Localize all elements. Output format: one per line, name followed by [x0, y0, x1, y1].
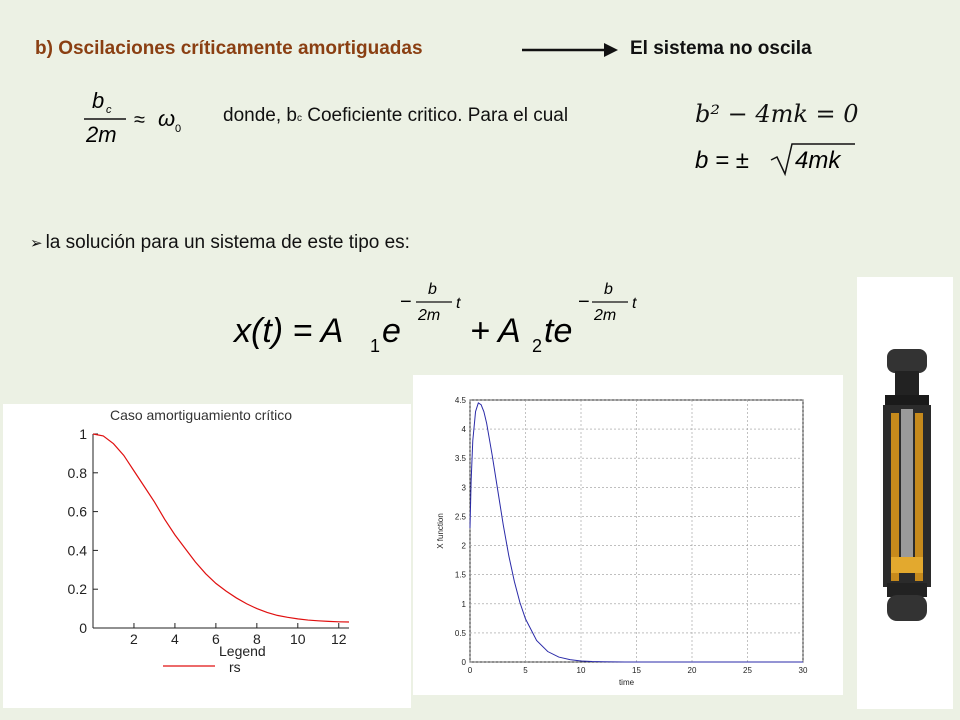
chart2-y-tick-label: 0.5: [454, 628, 466, 638]
orange-chamber-right: [915, 413, 923, 581]
chart2-x-tick-label: 10: [576, 666, 586, 675]
chart2-x-tick-label: 20: [687, 666, 697, 675]
solution-plus: + A: [470, 312, 521, 350]
slide-heading: b) Oscilaciones críticamente amortiguadas: [35, 38, 423, 59]
piston-rod: [901, 409, 913, 569]
discriminant-equation: b² − 4mk = 0: [695, 100, 859, 128]
exp2-t: t: [632, 295, 637, 312]
right-arrow-icon: [520, 40, 620, 60]
chart2-y-tick-label: 1: [461, 599, 466, 609]
omega-sub: 0: [175, 123, 182, 135]
chart2-y-tick-label: 3.5: [454, 454, 466, 464]
chart1-series-line: [93, 434, 349, 622]
bullet-text: la solución para un sistema de este tipo es:: [45, 232, 410, 253]
valve: [891, 557, 923, 573]
solution-e1: e: [382, 312, 401, 350]
chart2-x-tick-label: 5: [523, 666, 528, 675]
arrow-bullet-icon: ➢: [30, 235, 43, 252]
critical-damping-chart: [3, 404, 411, 708]
shock-absorber-image: [857, 277, 953, 709]
exp2-minus: −: [578, 291, 590, 313]
chart2-x-label: time: [618, 678, 635, 687]
chart1-title: Caso amortiguamiento crítico: [109, 407, 293, 423]
approx-sign: ≈: [134, 109, 145, 131]
top-mount: [887, 349, 927, 373]
chart1-x-tick-label: 4: [171, 631, 179, 647]
solution-te: te: [544, 312, 573, 350]
chart2-y-tick-label: 2.5: [454, 512, 466, 522]
description-prefix: donde, b: [223, 105, 297, 126]
x-function-chart: [413, 375, 843, 695]
chart1-y-tick-label: 0: [79, 620, 87, 636]
exp2-den: 2m: [594, 307, 617, 324]
chart2-y-tick-label: 0: [461, 658, 466, 667]
chart2-x-tick-label: 15: [632, 666, 641, 675]
x-function-chart-svg: [413, 375, 843, 695]
chart2-y-tick-label: 1.5: [454, 570, 466, 580]
cond-numerator-sub: c: [106, 104, 112, 116]
critical-condition-formula: [80, 86, 195, 146]
chart2-x-tick-label: 25: [743, 666, 752, 675]
chart1-y-tick-label: 0.6: [67, 503, 87, 520]
chart1-x-tick-label: 12: [330, 631, 347, 647]
chart2-y-tick-label: 2: [461, 541, 466, 551]
chart1-y-tick-label: 0.2: [67, 581, 87, 598]
exp1-num: b: [428, 281, 437, 298]
chart2-y-tick-label: 4: [461, 425, 466, 435]
chart2-y-tick-label: 4.5: [454, 396, 466, 405]
chart1-legend-label: rs: [229, 659, 241, 675]
critical-coefficient-description: [223, 105, 568, 127]
solution-formula: [230, 272, 650, 362]
exp2-num: b: [604, 281, 613, 298]
chart2-plot-frame: [470, 400, 803, 662]
description-sub: c: [296, 113, 302, 124]
orange-chamber-left: [891, 413, 899, 581]
description-rest: Coeficiente critico. Para el cual: [301, 105, 569, 126]
chart1-x-tick-label: 2: [130, 631, 138, 647]
omega-symbol: ω: [158, 106, 176, 131]
chart2-y-tick-label: 3: [461, 483, 466, 493]
chart1-y-tick-label: 0.4: [67, 542, 87, 559]
chart1-y-tick-label: 0.8: [67, 464, 87, 481]
slide-heading-conclusion: El sistema no oscila: [630, 38, 812, 59]
solution-sub2: 2: [532, 336, 543, 356]
exp1-t: t: [456, 295, 461, 312]
exp1-den: 2m: [418, 307, 441, 324]
chart1-legend-title: Legend: [219, 643, 266, 659]
critical-damping-chart-svg: [3, 404, 411, 708]
cond-numerator: b: [92, 88, 105, 113]
solution-sub1: 1: [370, 336, 381, 356]
bottom-cap: [887, 583, 927, 597]
chart1-x-tick-label: 8: [252, 631, 261, 647]
b-solution-radicand: 4mk: [795, 147, 841, 174]
chart2-x-tick-label: 0: [467, 666, 473, 675]
cond-denominator: 2m: [86, 122, 117, 146]
bullet-item: [30, 232, 410, 254]
bottom-mount: [887, 595, 927, 621]
exp1-minus: −: [400, 291, 412, 313]
shock-absorber-drawing: [857, 277, 953, 709]
chart1-y-tick-label: 1: [79, 426, 87, 442]
chart1-x-tick-label: 6: [211, 631, 220, 647]
chart2-x-tick-label: 30: [798, 666, 808, 675]
chart2-y-label: X function: [436, 513, 445, 549]
chart1-x-tick-label: 10: [290, 631, 306, 647]
b-solution-lhs: b = ±: [695, 147, 749, 174]
solution-lhs: x(t) = A: [234, 312, 344, 350]
b-solution-equation: [695, 140, 865, 180]
